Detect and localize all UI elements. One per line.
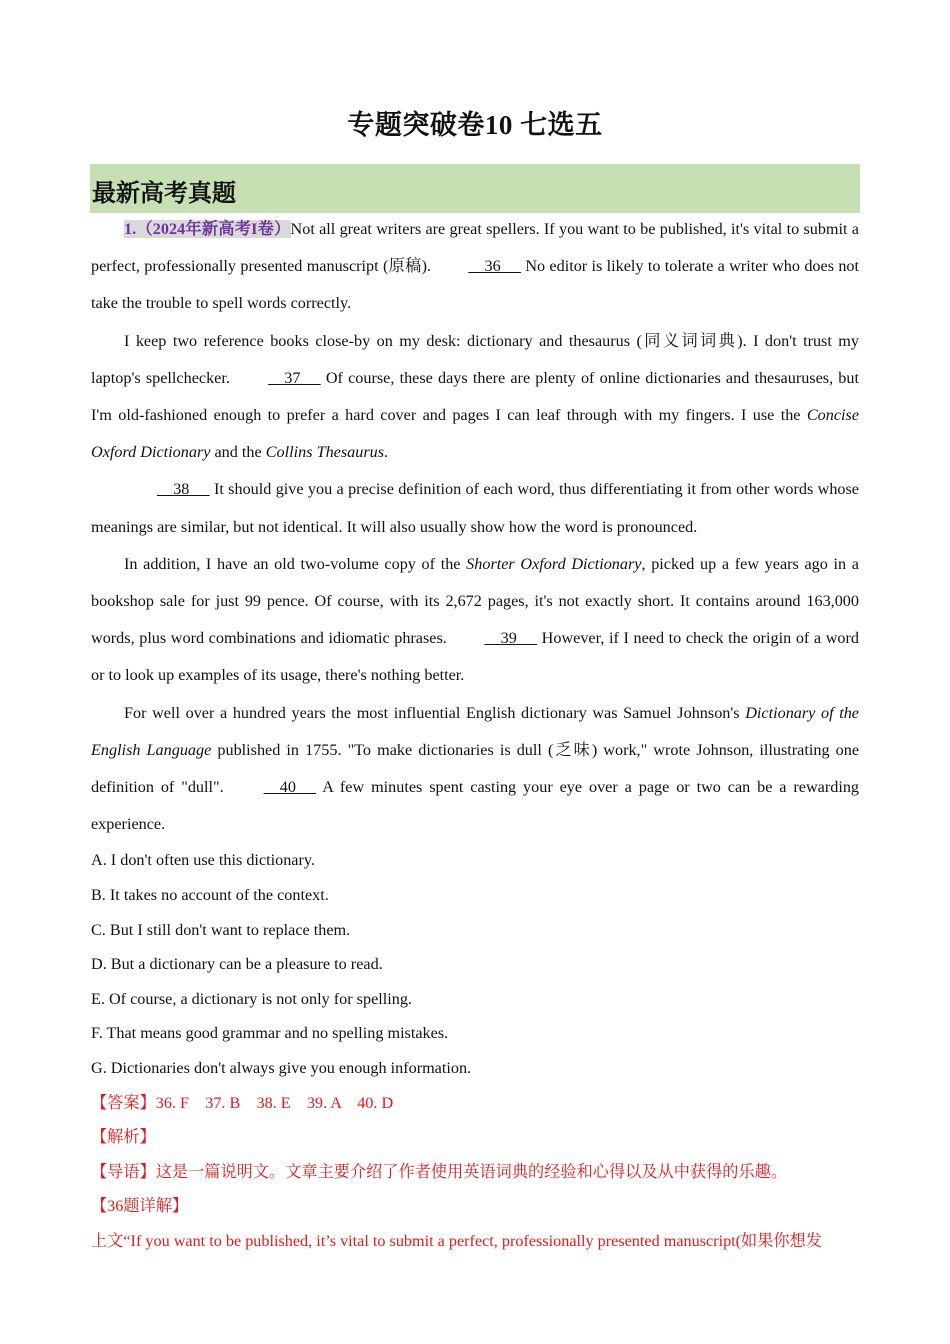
- option-b: B. It takes no account of the context.: [91, 886, 329, 905]
- passage-paragraph-3: 38 It should give you a precise definition of each word, thus differentiating it from other words whose meanings are similar, but not identical. It will also usually show how the word is pronounced.: [91, 471, 859, 545]
- option-e: E. Of course, a dictionary is not only for spelling.: [91, 989, 412, 1008]
- blank-36: 36: [484, 257, 501, 276]
- question-label: 1.（2024年新高考I卷）: [124, 220, 291, 238]
- option-c: C. But I still don't want to replace them.: [91, 920, 351, 939]
- blank-40: 40: [279, 778, 296, 797]
- answer-line: 【答案】36. F 37. B 38. E 39. A 40. D: [91, 1093, 394, 1112]
- blank-39: 39: [500, 629, 517, 648]
- passage-paragraph-4: In addition, I have an old two-volume copy of the Shorter Oxford Dictionary, picked up a few years ago in a bookshop sale for just 99 pence. Of course, with its 2,672 pages, it's not exactly short. It contains around 163,000 words, plus word combinations and idiomatic phrases. 39 However, if I need to check the origin of a word or to look up examples of its usage, there's nothing better.: [91, 554, 859, 685]
- section-header: [90, 164, 860, 213]
- detail-text: 上文“If you want to be published, it’s vital to submit a perfect, professionally presented manuscript(如果你想发: [91, 1231, 822, 1250]
- option-f: F. That means good grammar and no spelling mistakes.: [91, 1024, 449, 1043]
- page-title: 专题突破卷10 七选五: [347, 110, 603, 140]
- detail-label: 【36题详解】: [91, 1197, 189, 1216]
- question-body: [91, 211, 859, 1259]
- option-g: G. Dictionaries don't always give you enough information.: [91, 1059, 472, 1078]
- blank-38: 38: [173, 480, 190, 499]
- option-d: D. But a dictionary can be a pleasure to read.: [91, 955, 383, 974]
- guide-text: 【导语】这是一篇说明文。文章主要介绍了作者使用英语词典的经验和心得以及从中获得的乐趣。: [91, 1162, 788, 1181]
- analysis-label: 【解析】: [91, 1128, 156, 1147]
- passage-paragraph-2: I keep two reference books close-by on my desk: dictionary and thesaurus (同义词词典). I don't trust my laptop's spellchecker. 37 Of course, these days there are plenty of online dictionaries and thesauruses, but I'm old-fashioned enough to prefer a hard cover and pages I can leaf through with my fingers. I use the Concise Oxford Dictionary and the Collins Thesaurus.: [91, 331, 860, 462]
- passage-paragraph-5: For well over a hundred years the most influential English dictionary was Samuel Johnson's Dictionary of the English Language published in 1755. "To make dictionaries is dull (乏味) work," wrote Johnson, illustrating one definition of "dull". 40 A few minutes spent casting your eye over a page or two can be a rewarding experience.: [91, 703, 860, 834]
- blank-37: 37: [284, 368, 301, 387]
- passage-paragraph-1: 1.（2024年新高考I卷）Not all great writers are great spellers. If you want to be published, it's vital to submit a perfect, professionally presented manuscript (原稿). 36 No editor is likely to tolerate a writer who does not take the trouble to spell words correctly.: [91, 220, 860, 313]
- section-title: 最新高考真题: [92, 181, 236, 207]
- option-a: A. I don't often use this dictionary.: [91, 851, 315, 870]
